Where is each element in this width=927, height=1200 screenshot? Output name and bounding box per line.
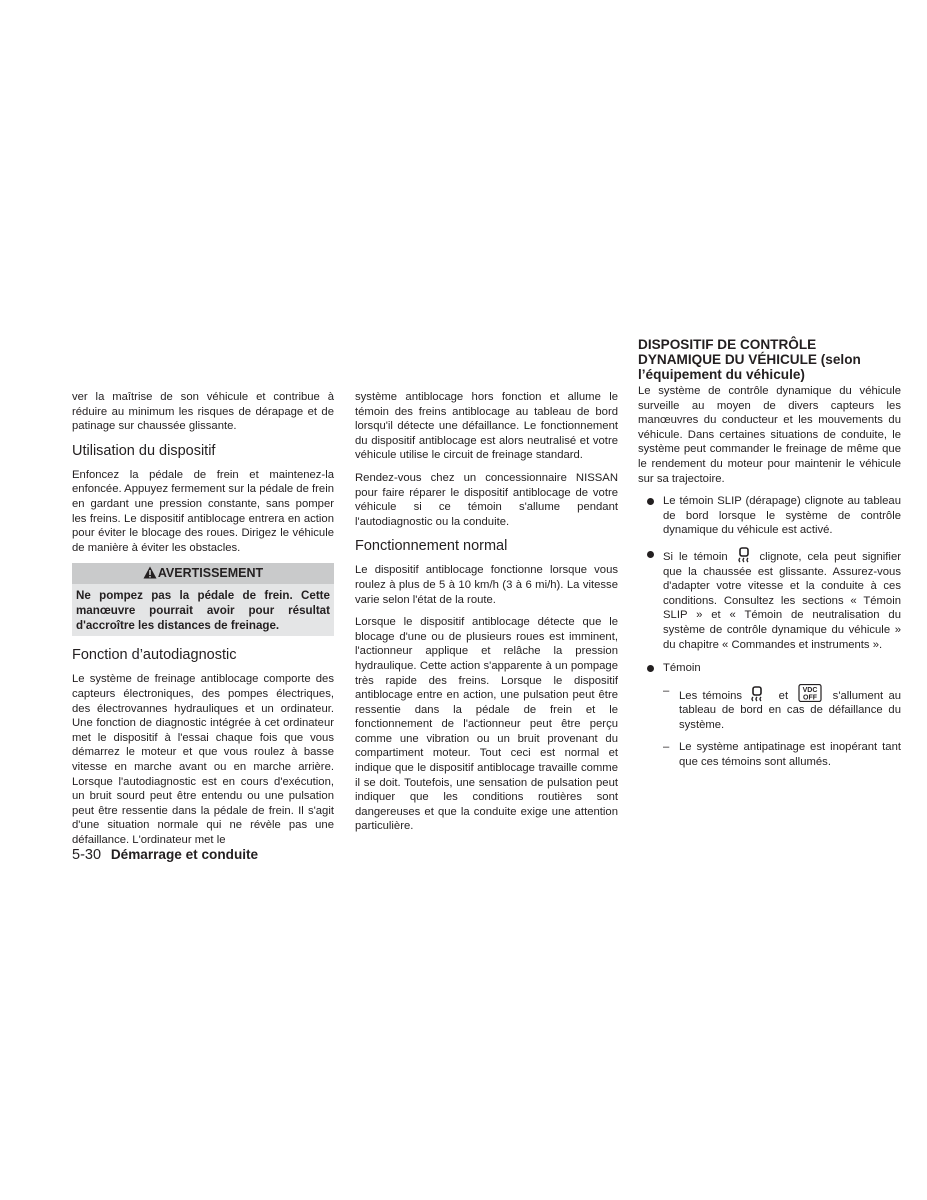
section-heading: Utilisation du dispositif [72, 442, 216, 459]
page-number: 5-30 [72, 847, 102, 863]
warning-box [72, 563, 334, 636]
bullet-icon [647, 551, 654, 558]
list-item [638, 661, 901, 770]
section-heading: Fonction d’autodiagnostic [72, 647, 237, 664]
list-item-text: clignote, cela peut signifier que la chaussée est glissante. Assurez-vous d'adapter votre vitesse et la conduite à ces conditions. Consultez les sections « Témoin SLIP » et « Témoin de neutralisation du système de contrôle dynamique du véhicule » du chapitre « Commandes et instruments ». [663, 550, 901, 651]
paragraph: Lorsque le dispositif antiblocage détecte que le blocage d'une ou de plusieurs roues est imminent, l'actionneur applique et relâche la pression hydraulique. Cette action s'apparente à un pompage très rapide des freins. Lorsque le dispositif antiblocage entre en action, une pulsation peut être ressentie dans la pédale de frein et le fonctionnement de l'actionneur peut être perçu comme une vibration ou un bruit provenant du compartiment moteur. Tout ceci est normal et indique que le dispositif antiblocage travaille comme il se doit. Toutefois, une sensation de pulsation peut indiquer que les conditions routières sont dangereuses et que la conduite exige une attention particulière. [355, 616, 618, 833]
list-item-text: Témoin [663, 662, 701, 675]
paragraph: Enfoncez la pédale de frein et maintenez-la enfoncée. Appuyez fermement sur la pédale de frein en gardant une pression constante, sans pomper les freins. Le dispositif antiblocage entrera en action pour éviter le blocage des roues. Dirigez le véhicule de manière à éviter les obstacles. [72, 468, 334, 554]
slip-indicator-icon [747, 686, 773, 702]
section-heading: Fonctionnement normal [355, 538, 508, 555]
bullet-icon [647, 498, 654, 505]
warning-header [72, 563, 334, 584]
dash-list [663, 684, 901, 770]
list-item [638, 494, 901, 538]
warning-text: Ne pompez pas la pédale de frein. Cette manœuvre pourrait avoir pour résultat d'accroître les distances de freinage. [72, 584, 334, 636]
dash-item [663, 684, 901, 733]
list-item-text: Si le témoin [663, 550, 728, 563]
dash-item-text: s'allument au tableau de bord en cas de défaillance du système. [679, 689, 902, 731]
dash-item [663, 740, 901, 769]
section-title: Démarrage et conduite [110, 847, 259, 862]
bullet-list [638, 494, 901, 770]
slip-indicator-icon [734, 547, 754, 563]
bullet-icon [647, 665, 654, 672]
paragraph: Le système de contrôle dynamique du véhicule surveille au moyen de divers capteurs les manœuvres du conducteur et les mouvements du véhicule. Dans certaines situations de conduite, le système peut commander le freinage de même que le rendement du moteur pour maintenir le véhicule sur sa trajectoire. [638, 385, 901, 485]
vdc-off-icon [793, 684, 827, 702]
paragraph: système antiblocage hors fonction et allume le témoin des freins antiblocage au tableau de bord lorsqu'il détecte une défaillance. Le fonctionnement du dispositif antiblocage est alors neutralisé et votre véhicule utilise le circuit de freinage standard. [355, 391, 618, 462]
dash-marker: – [663, 741, 670, 754]
paragraph: Le système de freinage antiblocage comporte des capteurs électroniques, des pompes électriques, des électrovannes hydrauliques et un ordinateur. Une fonction de diagnostic intégrée à cet ordinateur met le dispositif à l'essai chaque fois que vous démarrez le moteur et que vous roulez à basse vitesse en marche avant ou en marche arrière. Lorsque l'autodiagnostic est en cours d'exécution, un bruit sourd peut être entendu ou une pulsation peut être ressentie dans la pédale de frein. Il s'agit d'une situation normale qui ne révèle pas une défaillance. L'ordinateur met le [72, 673, 334, 846]
dash-item-text: Le système antipatinage est inopérant tant que ces témoins sont allumés. [679, 741, 901, 769]
off-icon-label: OFF [803, 694, 818, 702]
warning-triangle-icon [143, 566, 157, 579]
list-item [638, 547, 901, 652]
column-middle [355, 390, 618, 842]
paragraph: ver la maîtrise de son véhicule et contribue à réduire au minimum les risques de dérapage et de patinage sur chaussée glissante. [72, 391, 334, 433]
page-footer [72, 847, 258, 863]
warning-title: AVERTISSEMENT [157, 566, 264, 581]
paragraph: Le dispositif antiblocage fonctionne lorsque vous roulez à plus de 5 à 10 km/h (3 à 6 mi/h). La vitesse varie selon l'état de la route. [355, 564, 618, 606]
dash-marker: – [663, 684, 670, 697]
list-item-text: Le témoin SLIP (dérapage) clignote au tableau de bord lorsque le système de contrôle dynamique du véhicule est activé. [663, 495, 901, 537]
paragraph: Rendez-vous chez un concessionnaire NISSAN pour faire réparer le dispositif antiblocage de votre véhicule si ce témoin s'allume pendant l'autodiagnostic ou la conduite. [355, 471, 618, 528]
main-heading: DISPOSITIF DE CONTRÔLE DYNAMIQUE DU VÉHICULE (selon l’équipement du véhicule) [638, 337, 861, 382]
column-right [638, 337, 901, 779]
column-left [72, 390, 334, 855]
dash-item-text: et [778, 689, 789, 702]
vdc-icon-label: VDC [802, 686, 818, 694]
dash-item-text: Les témoins [679, 689, 743, 702]
